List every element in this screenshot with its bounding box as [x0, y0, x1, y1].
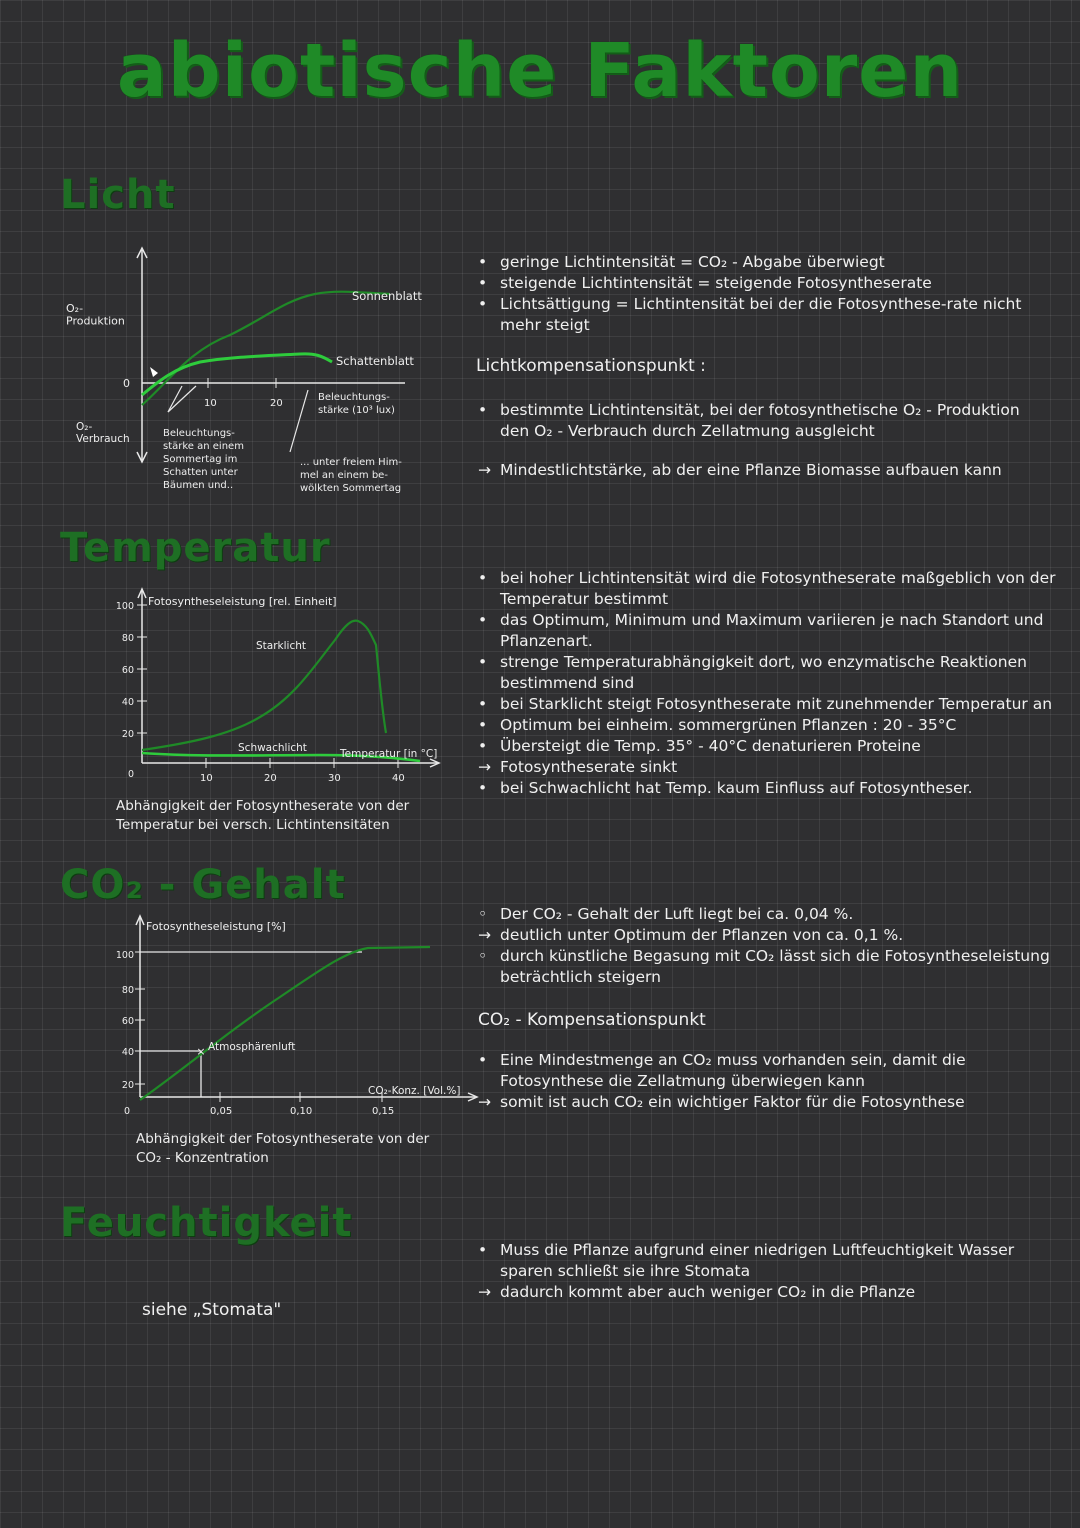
list-item: ◦ Der CO₂ - Gehalt der Luft liegt bei ca. 0,04 %.	[478, 905, 854, 923]
y-tick: 80	[121, 633, 134, 644]
list-item: → deutlich unter Optimum der Pflanzen von ca. 0,1 %.	[478, 926, 904, 944]
section-heading-licht: Licht	[60, 172, 176, 218]
light-chart	[60, 240, 440, 510]
list-item: → dadurch kommt aber auch weniger CO₂ in die Pflanze	[478, 1283, 916, 1301]
licht-notes	[478, 252, 1048, 336]
list-item: • bei hoher Lichtintensität wird die Fotosyntheserate maßgeblich von der Temperatur bestimmt	[478, 569, 1056, 608]
list-item: → Fotosyntheserate sinkt	[478, 758, 678, 776]
list-item: • bei Starklicht steigt Fotosyntheserate mit zunehmender Temperatur an	[478, 695, 1053, 713]
label-atmosphere: Atmosphärenluft	[208, 1041, 296, 1053]
x-tick: 40	[392, 773, 405, 784]
x-tick: 20	[264, 773, 277, 784]
y-label-consumption: O₂-Verbrauch	[76, 421, 130, 446]
co2-kompensationspunkt-heading: CO₂ - Kompensationspunkt	[478, 1010, 706, 1030]
curve-co2	[140, 947, 430, 1100]
curve-sonnenblatt	[142, 292, 390, 405]
page-title: abiotische Faktoren	[116, 28, 964, 114]
curve-schattenblatt	[142, 354, 332, 395]
y-tick: 60	[121, 665, 134, 676]
x-tick: 0,10	[290, 1106, 313, 1117]
x-tick: 30	[328, 773, 341, 784]
x-axis-label: CO₂-Konz. [Vol.%]	[368, 1085, 461, 1097]
temperatur-notes	[478, 568, 1068, 799]
label-schwachlicht: Schwachlicht	[238, 742, 307, 754]
lichtkompensationspunkt-heading: Lichtkompensationspunkt :	[476, 356, 706, 376]
zero-label: 0	[123, 377, 130, 390]
co2-notes-2	[478, 1050, 1058, 1113]
temperature-caption: Abhängigkeit der Fotosyntheserate von der Temperatur bei versch. Lichtintensitäten	[116, 798, 410, 833]
co2-notes	[478, 904, 1053, 988]
y-label-production: O₂-Produktion	[66, 302, 125, 328]
annotation-open-sky: ... unter freiem Him-mel an einem be-wölkten Sommertag	[300, 457, 402, 494]
list-item: • Lichtsättigung = Lichtintensität bei der die Fotosynthese-rate nicht mehr steigt	[478, 295, 1022, 334]
list-item: • bestimmte Lichtintensität, bei der fotosynthetische O₂ - Produktion den O₂ - Verbrauch durch Zellatmung ausgleicht	[478, 401, 1020, 440]
list-item: → Mindestlichtstärke, ab der eine Pflanze Biomasse aufbauen kann	[478, 461, 1002, 479]
annotation-shadow: Beleuchtungs-stärke an einem Sommertag im Schatten unter Bäumen und..	[163, 428, 244, 491]
y-tick: 40	[121, 1047, 134, 1058]
atmosphere-marker: ×	[196, 1045, 206, 1058]
y-tick: 0	[123, 1106, 130, 1117]
x-axis-label: Temperatur [in °C]	[340, 748, 438, 760]
list-item: • Übersteigt die Temp. 35° - 40°C denaturieren Proteine	[478, 737, 921, 755]
list-item: • steigende Lichtintensität = steigende Fotosyntheserate	[478, 274, 932, 292]
y-tick: 100	[115, 601, 134, 612]
licht-notes-2	[478, 400, 1053, 481]
y-tick: 80	[121, 985, 134, 996]
section-heading-feuchtigkeit: Feuchtigkeit	[60, 1200, 353, 1246]
y-tick: 20	[121, 729, 134, 740]
x-tick: 10	[200, 773, 213, 784]
y-tick: 0	[127, 769, 134, 780]
list-item: • bei Schwachlicht hat Temp. kaum Einfluss auf Fotosyntheser.	[478, 779, 973, 797]
list-item: ◦ durch künstliche Begasung mit CO₂ lässt sich die Fotosyntheseleistung beträchtlich steigern	[478, 947, 1050, 986]
x-axis-label: Beleuchtungs-stärke (10³ lux)	[318, 392, 395, 416]
tick-10: 10	[204, 398, 217, 409]
label-sonnenblatt: Sonnenblatt	[352, 289, 422, 303]
label-schattenblatt: Schattenblatt	[336, 354, 414, 368]
list-item: • Optimum bei einheim. sommergrünen Pflanzen : 20 - 35°C	[478, 716, 957, 734]
list-item: • Eine Mindestmenge an CO₂ muss vorhanden sein, damit die Fotosynthese die Zellatmung überwiegen kann	[478, 1051, 966, 1090]
list-item: • das Optimum, Minimum und Maximum variieren je nach Standort und Pflanzenart.	[478, 611, 1044, 650]
list-item: • strenge Temperaturabhängigkeit dort, wo enzymatische Reaktionen bestimmend sind	[478, 653, 1027, 692]
list-item: • geringe Lichtintensität = CO₂ - Abgabe überwiegt	[478, 253, 885, 271]
compensation-marker	[150, 367, 158, 377]
x-tick: 0,15	[372, 1106, 395, 1117]
y-tick: 40	[121, 697, 134, 708]
y-tick: 60	[121, 1016, 134, 1027]
tick-20: 20	[270, 398, 283, 409]
co2-caption: Abhängigkeit der Fotosyntheserate von der CO₂ - Konzentration	[136, 1131, 430, 1166]
y-axis-label: Fotosyntheseleistung [rel. Einheit]	[148, 595, 337, 608]
feuchtigkeit-notes	[478, 1240, 1058, 1303]
y-axis-label: Fotosyntheseleistung [%]	[146, 920, 286, 933]
co2-chart	[100, 912, 490, 1122]
stomata-reference: siehe „Stomata"	[142, 1300, 282, 1320]
list-item: → somit ist auch CO₂ ein wichtiger Faktor für die Fotosynthese	[478, 1093, 965, 1111]
list-item: • Muss die Pflanze aufgrund einer niedrigen Luftfeuchtigkeit Wasser sparen schließt sie ihre Stomata	[478, 1241, 1015, 1280]
section-heading-co2: CO₂ - Gehalt	[60, 862, 346, 908]
y-tick: 20	[121, 1080, 134, 1091]
section-heading-temperatur: Temperatur	[60, 525, 331, 571]
y-tick: 100	[115, 950, 134, 961]
temperature-chart	[100, 585, 460, 795]
label-starklicht: Starklicht	[256, 640, 306, 652]
x-tick: 0,05	[210, 1106, 233, 1117]
